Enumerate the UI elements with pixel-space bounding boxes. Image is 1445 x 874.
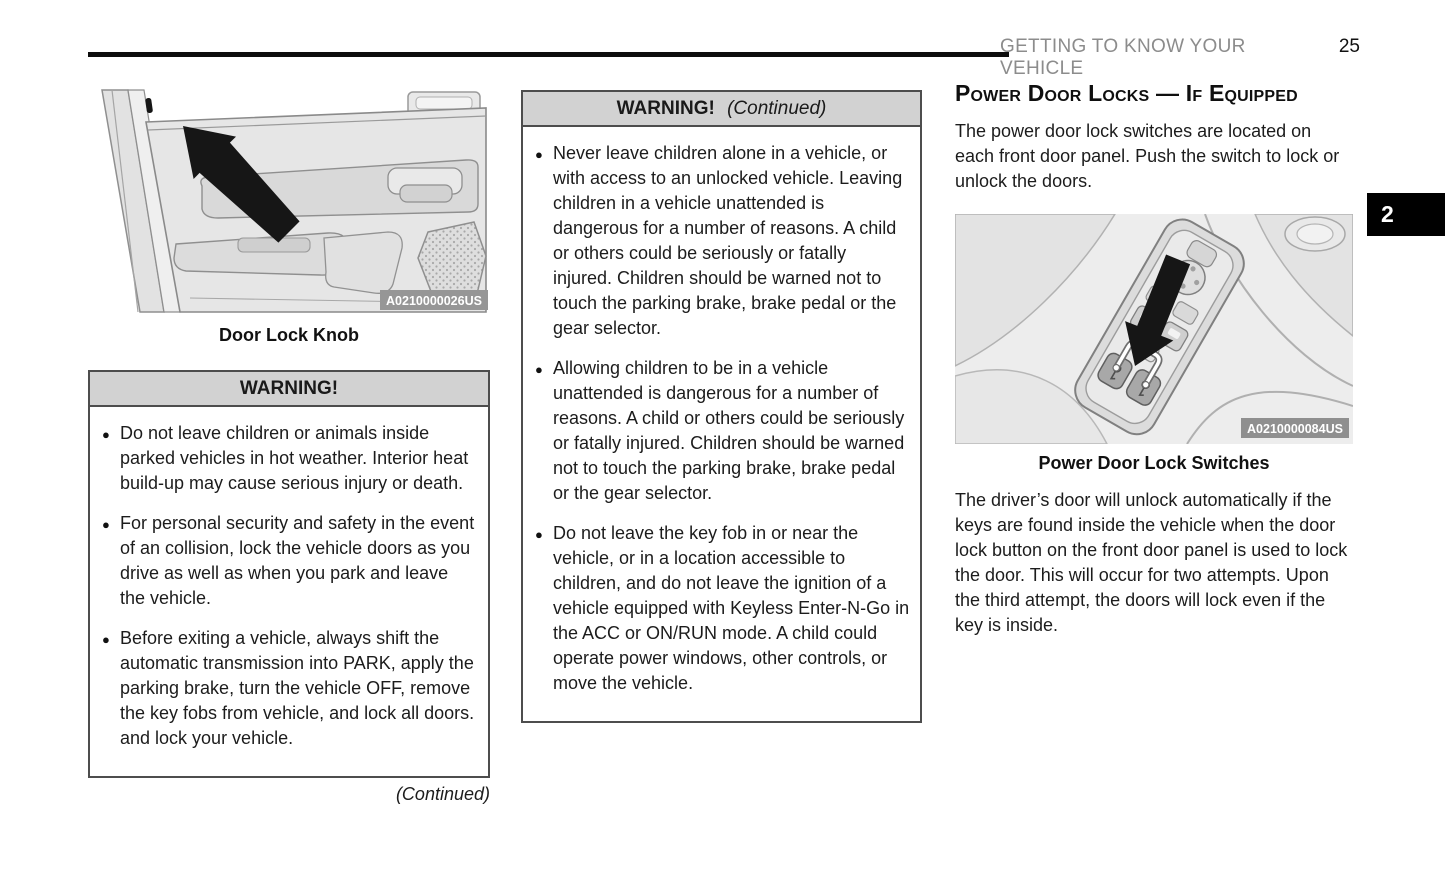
warning-box-continued [521, 90, 922, 723]
page-header [1000, 36, 1360, 80]
warning-box [88, 370, 490, 778]
continued-note: (Continued) [395, 784, 490, 804]
door-lock-knob-figure [88, 86, 490, 346]
warning-title: WARNING! [616, 98, 715, 119]
right-column [955, 80, 1353, 638]
header-rule [88, 52, 1009, 57]
warning-list [90, 407, 488, 776]
body-paragraph: The driver’s door will unlock automatically if the keys are found inside the vehicle when the door lock button on the front door panel is used to lock the door. This will occur for two attempts. Upon the third attempt, the doors will lock even if the key is inside. [955, 490, 1348, 635]
figure-watermark-text: A0210000084US [1247, 422, 1343, 436]
warning-item: ● For personal security and safety in the event of an collision, lock the vehicle doors as you drive as well as when you park and leave the vehicle. [90, 511, 478, 611]
header-chapter-title: GETTING TO KNOW YOUR VEHICLE [1000, 36, 1246, 79]
figure-watermark-text: A0210000026US [386, 294, 482, 308]
section-tab-label: 2 [1381, 201, 1394, 227]
warning-box-header [90, 372, 488, 407]
section-tab [1367, 193, 1445, 236]
warning-item: ● Do not leave the key fob in or near the vehicle, or in a location accessible to children, and do not leave the ignition of a vehicle equipped with Keyless Enter-N-Go in the ACC or ON/RUN mode. A child could operate power windows, other controls, or move the vehicle. [523, 521, 910, 696]
figure-watermark [380, 290, 488, 310]
warning-list [523, 127, 920, 721]
warning-title-suffix: (Continued) [727, 98, 827, 119]
left-column [88, 86, 490, 805]
section-heading: Power Door Locks — If Equipped [955, 80, 1298, 106]
middle-column [521, 90, 922, 723]
page-number: 25 [1338, 36, 1360, 57]
door-panel-illustration [88, 86, 490, 316]
intro-paragraph: The power door lock switches are located on each front door panel. Push the switch to lock or unlock the doors. [955, 121, 1340, 191]
warning-title: WARNING! [239, 378, 339, 399]
warning-item: ● Never leave children alone in a vehicle, or with access to an unlocked vehicle. Leaving children in a vehicle unattended is dangerous for a number of reasons. A child or others could be seriously or fatally injured. Children should be warned not to touch the parking brake, brake pedal or the gear selector. [523, 141, 910, 341]
figure-watermark [1241, 418, 1349, 438]
power-door-lock-switches-figure [955, 214, 1353, 474]
warning-box-header [523, 92, 920, 127]
figure-caption: Door Lock Knob [219, 325, 359, 345]
switch-panel-illustration [955, 214, 1353, 444]
warning-item: ● Do not leave children or animals inside parked vehicles in hot weather. Interior heat build-up may cause serious injury or death. [90, 421, 478, 496]
warning-item: ● Allowing children to be in a vehicle unattended is dangerous for a number of reasons. A child or others could be seriously or fatally injured. Children should be warned not to touch the parking brake, brake pedal or the gear selector. [523, 356, 910, 506]
warning-item: ● Before exiting a vehicle, always shift the automatic transmission into PARK, apply the parking brake, turn the vehicle OFF, remove the key fobs from vehicle, and lock all doors. and lock your vehicle. [90, 626, 478, 751]
figure-caption: Power Door Lock Switches [1038, 453, 1270, 473]
